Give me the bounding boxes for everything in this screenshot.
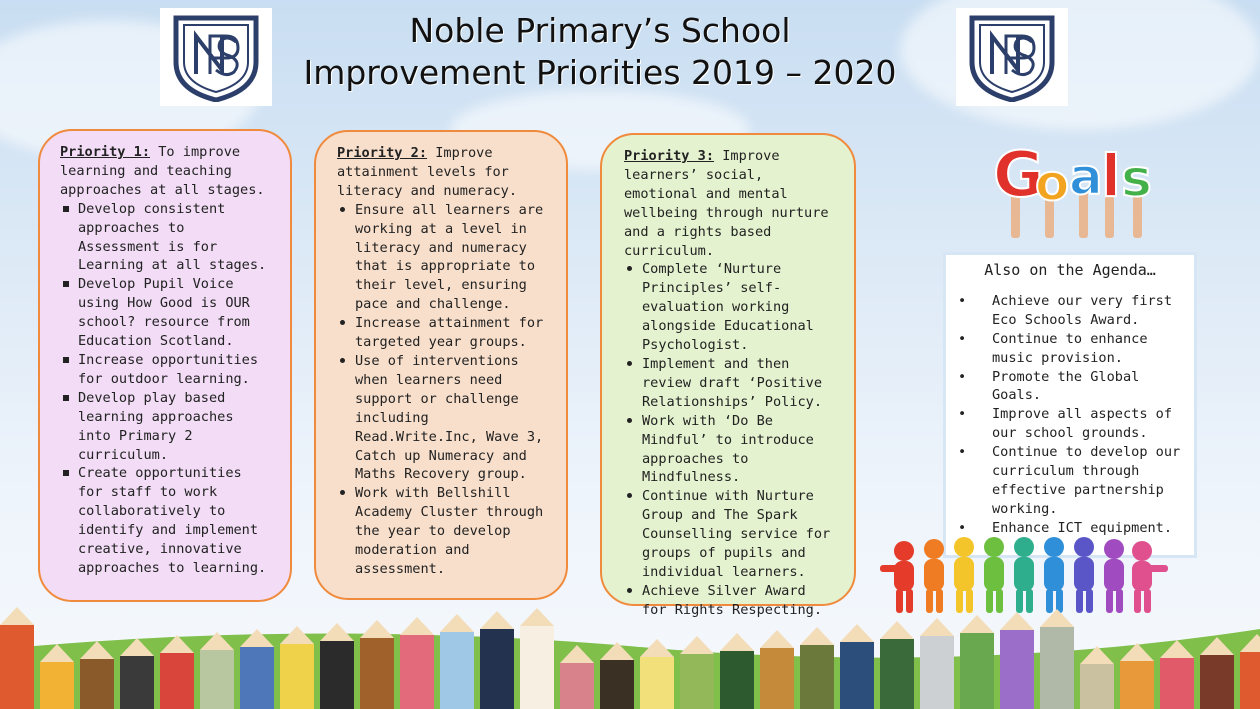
priority-1-card [38, 129, 292, 602]
priority-2-intro: Improve attainment levels for literacy and numeracy. [337, 145, 518, 199]
pencil-tip [480, 611, 514, 629]
pencil [720, 651, 754, 709]
pencil-row [0, 607, 1260, 709]
priority-2-label: Priority 2: [337, 145, 428, 161]
pencil-tip [840, 624, 874, 642]
pencil-tip [720, 633, 754, 651]
pencil-tip [680, 636, 714, 654]
pencil [1080, 664, 1114, 709]
pencil-tip [1040, 609, 1074, 627]
pencil-tip [920, 618, 954, 636]
pencil [880, 639, 914, 709]
pencil-tip [0, 607, 34, 625]
pencil [1200, 655, 1234, 709]
pencil [1040, 627, 1074, 709]
pencil [40, 662, 74, 709]
pencil [440, 632, 474, 709]
priority-3-list [624, 260, 836, 619]
list-item: Create opportunities for staff to work collaboratively to identify and implement creative, innovative approaches to learning. [78, 464, 272, 577]
school-crest-right [956, 8, 1068, 106]
pencil-tip [320, 623, 354, 641]
school-crest-left [160, 8, 272, 106]
list-item: Achieve Silver Award for Rights Respecting. [642, 582, 836, 620]
pencil [320, 641, 354, 709]
list-item: Increase attainment for targeted year groups. [355, 314, 548, 352]
list-item: • Continue to enhance music provision. [992, 330, 1184, 368]
priority-1-intro: To improve learning and teaching approaches at all stages. [60, 144, 265, 198]
pencil [280, 644, 314, 709]
crest-icon [962, 12, 1062, 102]
list-item: Implement and then review draft ‘Positive Relationships’ Policy. [642, 355, 836, 412]
list-item: Develop consistent approaches to Assessment is for Learning at all stages. [78, 200, 272, 276]
pencil-tip [760, 630, 794, 648]
pencil-tip [1000, 612, 1034, 630]
goals-letter: a [1069, 148, 1103, 206]
pencil [800, 645, 834, 709]
title-line-1: Noble Primary’s School [409, 11, 791, 50]
agenda-list [956, 292, 1184, 538]
list-item: Develop play based learning approaches into Primary 2 curriculum. [78, 389, 272, 465]
goals-illustration [993, 130, 1163, 240]
pencil-tip [960, 615, 994, 633]
pencil-tip [800, 627, 834, 645]
goals-letter: s [1121, 149, 1152, 209]
list-item: • Promote the Global Goals. [992, 368, 1184, 406]
pencil [960, 633, 994, 709]
pencil [600, 660, 634, 709]
pencil-tip [400, 617, 434, 635]
pencil [400, 635, 434, 709]
goals-letter: G [993, 138, 1044, 211]
pencil [80, 659, 114, 709]
list-item: • Achieve our very first Eco Schools Award. [992, 292, 1184, 330]
list-item: Continue with Nurture Group and The Spark Counselling service for groups of pupils and individual learners. [642, 487, 836, 582]
priority-2-list [337, 201, 548, 579]
list-item: Work with Bellshill Academy Cluster through the year to develop moderation and assessment. [355, 484, 548, 579]
list-item: • Improve all aspects of our school grounds. [992, 405, 1184, 443]
pencil [200, 650, 234, 709]
list-item: • Enhance ICT equipment. [992, 519, 1184, 538]
pencil [1120, 661, 1154, 709]
pencil-tip [360, 620, 394, 638]
title-line-2: Improvement Priorities 2019 – 2020 [303, 53, 897, 92]
pencil [920, 636, 954, 709]
goals-letter: l [1101, 142, 1121, 210]
priority-1-heading [60, 143, 272, 200]
pencil [120, 656, 154, 709]
agenda-title: Also on the Agenda… [984, 261, 1156, 279]
priority-1-list [60, 200, 272, 578]
pencil [1000, 630, 1034, 709]
crest-icon [166, 12, 266, 102]
priority-2-card [314, 130, 568, 600]
page-title [300, 10, 900, 94]
list-item: Use of interventions when learners need support or challenge including Read.Write.Inc, Wave 3, Catch up Numeracy and Maths Recovery group. [355, 352, 548, 484]
pencil [760, 648, 794, 709]
pencil-tip [520, 608, 554, 626]
pencil [1160, 658, 1194, 709]
priority-3-label: Priority 3: [624, 148, 715, 164]
sky-cloud [900, 0, 1260, 130]
pencil [0, 625, 34, 709]
list-item: Complete ‘Nurture Principles’ self-evaluation working alongside Educational Psychologist. [642, 260, 836, 355]
pencil-tip [880, 621, 914, 639]
pencil [520, 626, 554, 709]
list-item: Develop Pupil Voice using How Good is OUR school? resource from Education Scotland. [78, 275, 272, 351]
pencil [360, 638, 394, 709]
list-item: Work with ‘Do Be Mindful’ to introduce approaches to Mindfulness. [642, 412, 836, 488]
priority-3-card [600, 133, 856, 618]
pencil [240, 647, 274, 709]
list-item: Increase opportunities for outdoor learning. [78, 351, 272, 389]
list-item: • Continue to develop our curriculum through effective partnership working. [992, 443, 1184, 519]
pencil [1240, 652, 1260, 709]
priority-3-heading [624, 147, 836, 260]
agenda-box [943, 252, 1197, 558]
priority-3-intro: Improve learners’ social, emotional and mental wellbeing through nurture and a rights based curriculum. [624, 148, 829, 259]
pencil [840, 642, 874, 709]
pencil [640, 657, 674, 709]
pencil-tip [440, 614, 474, 632]
pencils-border [0, 589, 1260, 709]
priority-1-label: Priority 1: [60, 144, 151, 160]
goals-letter: o [1035, 154, 1070, 212]
list-item: Ensure all learners are working at a level in literacy and numeracy that is appropriate to their level, ensuring pace and challenge. [355, 201, 548, 314]
pencil [160, 653, 194, 709]
pencil [480, 629, 514, 709]
pencil [680, 654, 714, 709]
pencil [560, 663, 594, 709]
priority-2-heading [337, 144, 548, 201]
